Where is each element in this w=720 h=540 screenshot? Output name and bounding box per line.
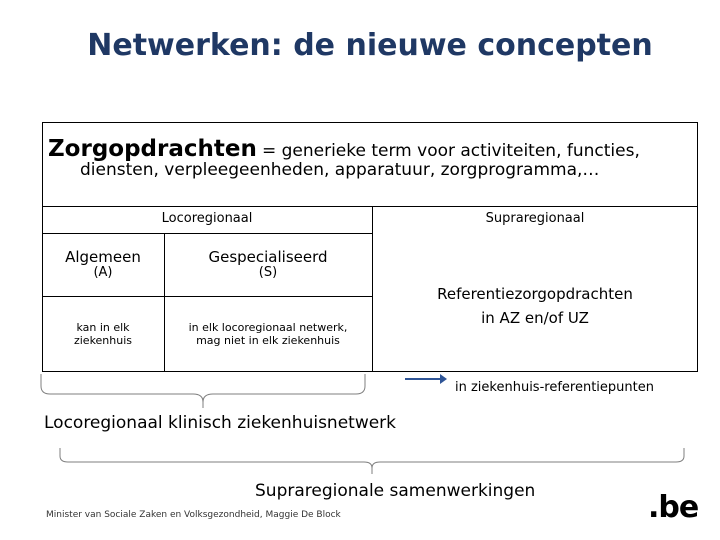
definition-text-2: diensten, verpleegeenheden, apparatuur, zorgprogramma,… xyxy=(80,160,600,180)
header-supraregionaal: Supraregionaal xyxy=(485,211,585,226)
be-logo: .be xyxy=(648,490,699,525)
gespecialiseerd-description-line-2: mag niet in elk ziekenhuis xyxy=(196,334,340,347)
gespecialiseerd-description xyxy=(164,321,372,347)
category-gespecialiseerd-code: (S) xyxy=(258,265,278,280)
category-algemeen-code: (A) xyxy=(93,265,113,280)
table-divider-header xyxy=(42,233,372,234)
network-label: Locoregionaal klinisch ziekenhuisnetwerk xyxy=(44,413,397,433)
referentie-line-2: in AZ en/of UZ xyxy=(481,309,589,327)
referentie-line-1: Referentiezorgopdrachten xyxy=(437,285,633,303)
table-divider-row xyxy=(42,296,372,297)
footer-text: Minister van Sociale Zaken en Volksgezondheid, Maggie De Block xyxy=(46,510,341,520)
referentie-description xyxy=(372,282,698,330)
category-gespecialiseerd: Gespecialiseerd xyxy=(208,248,328,266)
brace-locoregionaal-icon xyxy=(38,372,368,410)
definition-line-1 xyxy=(48,136,640,162)
definition-term: Zorgopdrachten xyxy=(48,136,257,162)
algemeen-description-line-2: ziekenhuis xyxy=(73,334,133,347)
referentiepunten-label: in ziekenhuis-referentiepunten xyxy=(455,380,654,395)
brace-supraregionaal-icon xyxy=(56,446,690,476)
collaboration-label: Supraregionale samenwerkingen xyxy=(255,481,536,501)
table-divider-top xyxy=(42,206,698,207)
definition-text-1: = generieke term voor activiteiten, functies, xyxy=(261,141,640,161)
slide-title: Netwerken: de nieuwe concepten xyxy=(87,28,653,63)
gespecialiseerd-description-line-1: in elk locoregionaal netwerk, xyxy=(188,321,348,334)
header-locoregionaal: Locoregionaal xyxy=(161,211,253,226)
category-algemeen: Algemeen xyxy=(65,248,141,266)
algemeen-description-line-1: kan in elk xyxy=(76,321,130,334)
arrow-right-icon xyxy=(404,372,448,386)
algemeen-description xyxy=(42,321,164,347)
